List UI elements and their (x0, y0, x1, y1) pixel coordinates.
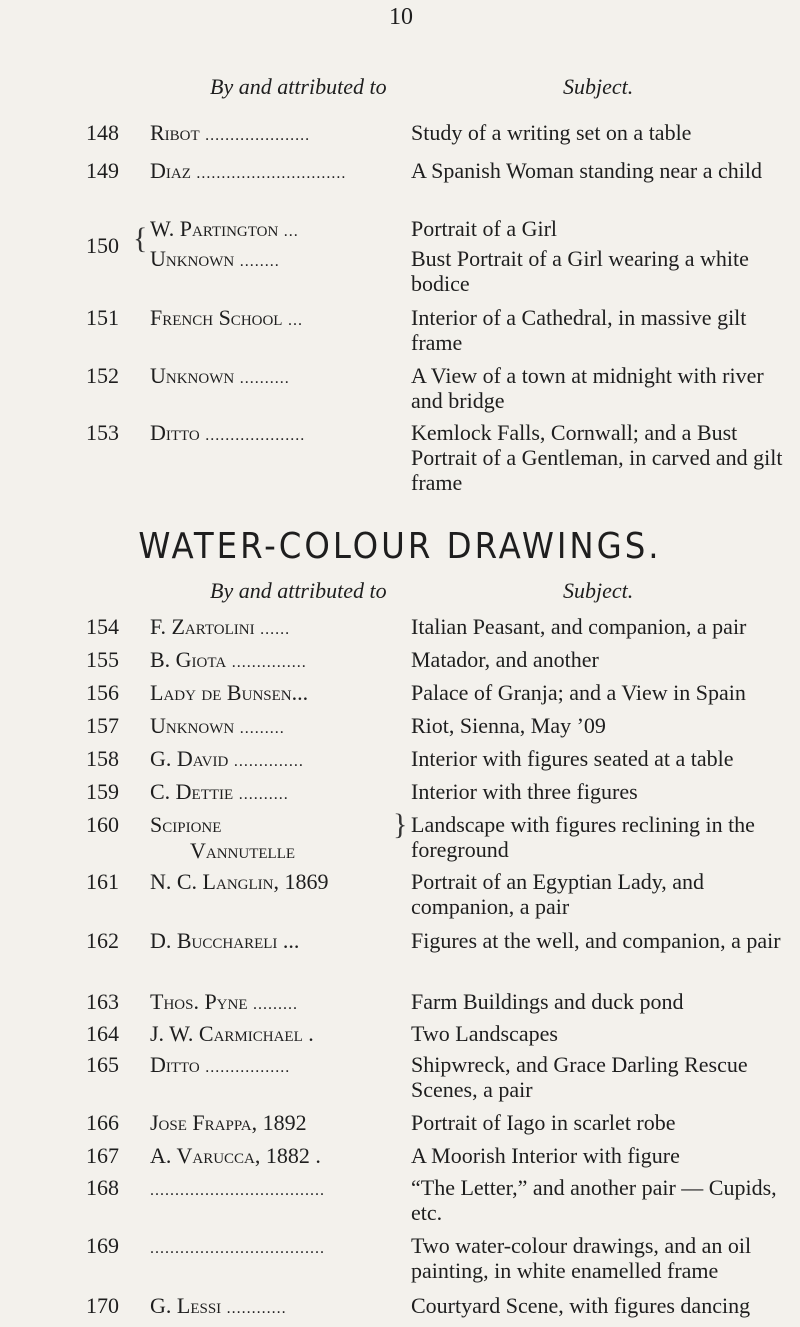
lot-number: 157 (86, 713, 119, 738)
lot-number: 170 (86, 1293, 119, 1318)
brace-glyph: } (393, 808, 408, 841)
artist-name: Unknown ........ (150, 246, 280, 271)
subject-text: Interior with three figures (411, 779, 638, 804)
subject-text: Figures at the well, and companion, a pair (411, 928, 781, 953)
subject-text: Matador, and another (411, 647, 599, 672)
subject-text: Interior with figures seated at a table (411, 746, 734, 771)
brace-glyph: { (133, 222, 148, 255)
lot-number: 153 (86, 420, 119, 445)
lot-number: 152 (86, 363, 119, 388)
lot-number: 166 (86, 1110, 119, 1135)
artist-name: Jose Frappa, 1892 (150, 1110, 307, 1135)
artist-name: G. David .............. (150, 746, 304, 771)
subject-text: Portrait of an Egyptian Lady, and companion, a pair (411, 869, 705, 919)
lot-number: 158 (86, 746, 119, 771)
subject-text: Kemlock Falls, Cornwall; and a Bust Portrait of a Gentleman, in carved and gilt frame (411, 420, 783, 495)
section-title: WATER-COLOUR DRAWINGS. (138, 526, 662, 567)
artist-name: ................................... (150, 1240, 325, 1257)
artist-name: B. Giota ............... (150, 647, 307, 672)
lot-number: 163 (86, 989, 119, 1014)
artist-name: C. Dettie .......... (150, 779, 289, 804)
artist-name: N. C. Langlin, 1869 (150, 869, 329, 894)
lot-number: 159 (86, 779, 119, 804)
lot-number: 162 (86, 928, 119, 953)
subject-text: Two water-colour drawings, and an oil painting, in white enamelled frame (411, 1233, 752, 1283)
lot-number: 156 (86, 680, 119, 705)
subject-text: Portrait of Iago in scarlet robe (411, 1110, 676, 1135)
lot-number: 168 (86, 1175, 119, 1200)
artist-name: Unknown .......... (150, 363, 290, 388)
subject-text: Portrait of a Girl (411, 216, 558, 241)
artist-name: Scipione (150, 812, 222, 837)
subject-text: Riot, Sienna, May ’09 (411, 713, 606, 738)
subject-column-header: Subject. (563, 74, 634, 99)
subject-text: Two Landscapes (411, 1021, 558, 1046)
subject-column-header: Subject. (563, 578, 634, 603)
subject-text: “The Letter,” and another pair — Cupids, etc. (411, 1175, 777, 1225)
artist-name: G. Lessi ............ (150, 1293, 287, 1318)
artist-name: Ditto ................. (150, 1052, 291, 1077)
subject-text: A Moorish Interior with figure (411, 1143, 680, 1168)
lot-number: 151 (86, 305, 119, 330)
subject-text: Palace of Granja; and a View in Spain (411, 680, 746, 705)
lot-number: 149 (86, 158, 119, 183)
lot-number: 169 (86, 1233, 119, 1258)
subject-text: Shipwreck, and Grace Darling Rescue Scenes, a pair (411, 1052, 748, 1102)
page-number: 10 (389, 4, 413, 30)
lot-number: 154 (86, 614, 119, 639)
artist-name-continued: Vannutelle (190, 838, 296, 863)
lot-number: 155 (86, 647, 119, 672)
subject-text: Farm Buildings and duck pond (411, 989, 684, 1014)
lot-number: 165 (86, 1052, 119, 1077)
artist-name: F. Zartolini ...... (150, 614, 291, 639)
artist-name: A. Varucca, 1882 . (150, 1143, 321, 1168)
artist-name: J. W. Carmichael . (150, 1021, 314, 1046)
subject-text: Interior of a Cathedral, in massive gilt frame (411, 305, 747, 355)
subject-text: Bust Portrait of a Girl wearing a white bodice (411, 246, 749, 296)
artist-name: Ditto .................... (150, 420, 306, 445)
artist-name: ................................... (150, 1182, 325, 1199)
subject-text: A View of a town at midnight with river and bridge (411, 363, 764, 413)
artist-name: Unknown ......... (150, 713, 285, 738)
subject-text: Study of a writing set on a table (411, 120, 692, 145)
subject-text: Landscape with figures reclining in the foreground (411, 812, 755, 862)
lot-number: 167 (86, 1143, 119, 1168)
artist-name: Thos. Pyne ......... (150, 989, 299, 1014)
artist-name: Lady de Bunsen... (150, 680, 309, 705)
artist-name: Ribot ..................... (150, 120, 311, 145)
artist-name: Diaz .............................. (150, 158, 347, 183)
artist-name: French School ... (150, 305, 303, 330)
subject-text: Courtyard Scene, with figures dancing (411, 1293, 751, 1318)
lot-number: 164 (86, 1021, 119, 1046)
artist-column-header: By and attributed to (210, 74, 387, 99)
artist-name: D. Bucchareli ... (150, 928, 300, 953)
lot-number: 150 (86, 233, 119, 258)
lot-number: 160 (86, 812, 119, 837)
subject-text: A Spanish Woman standing near a child (411, 158, 762, 183)
lot-number: 161 (86, 869, 119, 894)
subject-text: Italian Peasant, and companion, a pair (411, 614, 747, 639)
lot-number: 148 (86, 120, 119, 145)
artist-name: W. Partington ... (150, 216, 299, 241)
artist-column-header: By and attributed to (210, 578, 387, 603)
